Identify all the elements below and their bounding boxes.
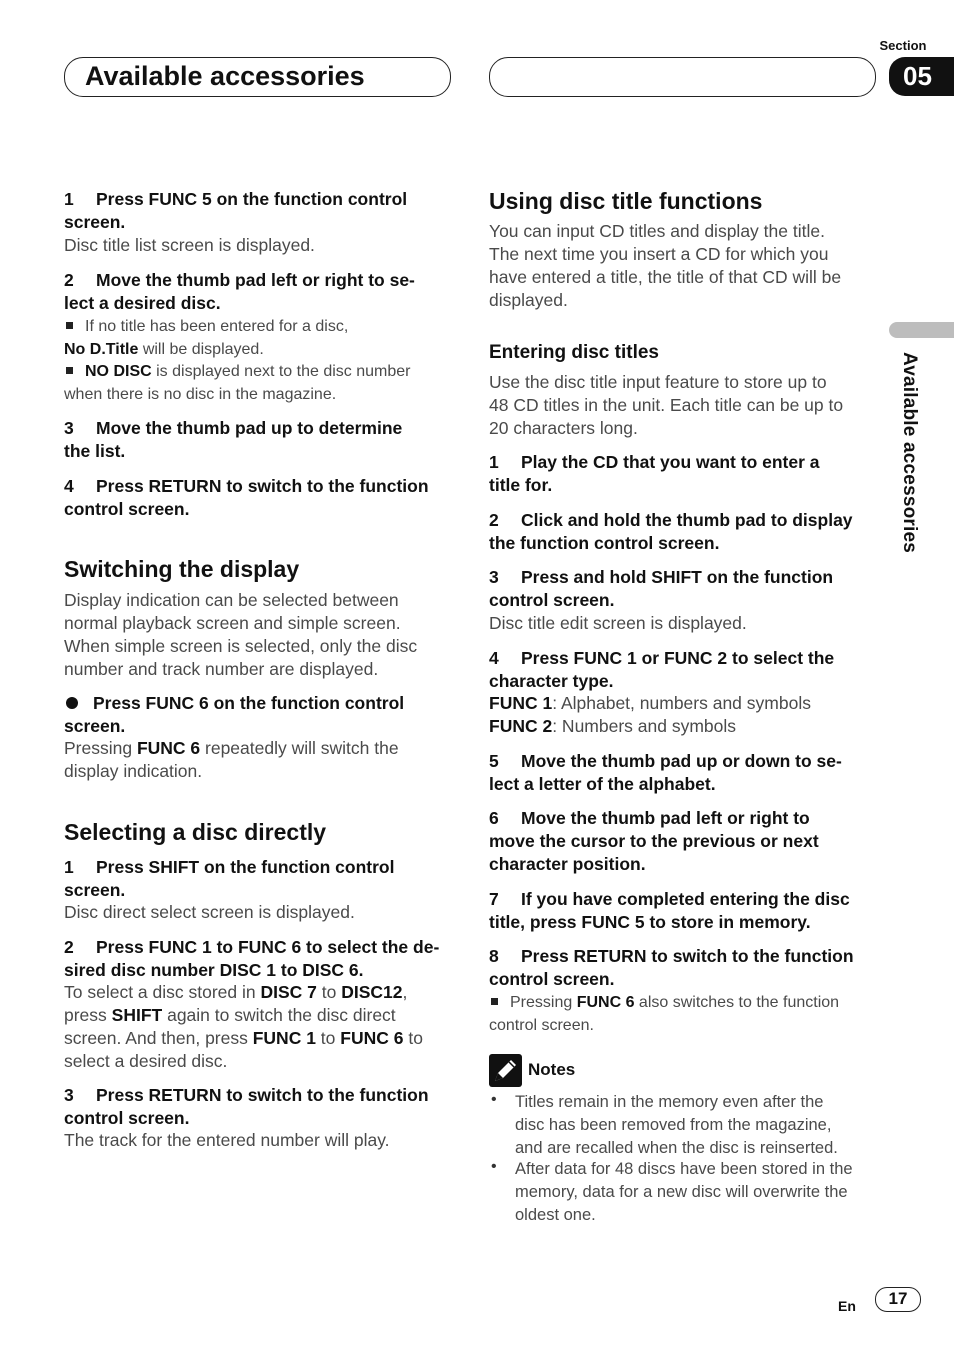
- header-title-frame: [64, 57, 451, 97]
- circle-bullet-icon: [66, 697, 78, 709]
- note-no-title: If no title has been entered for a disc, No D.Title will be displayed.: [64, 318, 349, 358]
- step-enter-6: 6 Move the thumb pad left or right to move the cursor to the previous or next character position.: [489, 808, 819, 874]
- heading-switching-display: Switching the display: [64, 556, 300, 582]
- step-select-3: 3 Press RETURN to switch to the function control screen.: [64, 1085, 429, 1128]
- step-result: Disc title edit screen is displayed.: [489, 613, 747, 633]
- side-chapter-label: Available accessories: [899, 352, 920, 554]
- step-select-2: 2 Press FUNC 1 to FUNC 6 to select the de- sired disc number DISC 1 to DISC 6.: [64, 937, 440, 980]
- notes-pencil-icon: [489, 1054, 522, 1087]
- step-title-list-2: 2 Move the thumb pad left or right to se- lect a desired disc.: [64, 270, 415, 313]
- step-enter-1: 1 Play the CD that you want to enter a title for.: [489, 452, 820, 495]
- header-right-frame: [489, 57, 876, 97]
- note-func6: Pressing FUNC 6 also switches to the function control screen.: [489, 994, 840, 1034]
- note-no-disc: NO DISC is displayed next to the disc number when there is no disc in the magazine.: [64, 363, 411, 403]
- side-tab-marker: [889, 322, 954, 338]
- step-enter-7: 7 If you have completed entering the disc title, press FUNC 5 to store in memory.: [489, 889, 850, 932]
- heading-selecting-disc: Selecting a disc directly: [64, 819, 327, 845]
- step-switching-result: Pressing FUNC 6 repeatedly will switch the display indication.: [64, 738, 399, 781]
- step-enter-2: 2 Click and hold the thumb pad to display the function control screen.: [489, 510, 853, 553]
- step-result: Disc direct select screen is displayed.: [64, 902, 355, 922]
- section-number-badge: 05: [889, 57, 954, 96]
- heading-using-disc-title: Using disc title functions: [489, 188, 763, 214]
- notes-header: [489, 1054, 689, 1090]
- page-number: 17: [875, 1287, 921, 1312]
- step-enter-3: 3 Press and hold SHIFT on the function control screen.: [489, 567, 834, 610]
- square-bullet-icon: [66, 322, 73, 329]
- step-switching: Press FUNC 6 on the function control screen.: [64, 693, 405, 736]
- square-bullet-icon: [66, 367, 73, 374]
- square-bullet-icon: [491, 998, 498, 1005]
- section-label: Section: [879, 38, 927, 53]
- step-enter-4: 4 Press FUNC 1 or FUNC 2 to select the character type.: [489, 648, 835, 691]
- heading-entering-disc-titles: Entering disc titles: [489, 342, 659, 363]
- step-enter-8: 8 Press RETURN to switch to the function control screen.: [489, 946, 854, 989]
- step-enter-5: 5 Move the thumb pad up or down to se- lect a letter of the alphabet.: [489, 751, 842, 794]
- paragraph-entering: Use the disc title input feature to store up to 48 CD titles in the unit. Each title can be up to 20 characters long.: [489, 372, 844, 438]
- step-title-list-3: 3 Move the thumb pad up to determine the list.: [64, 418, 403, 461]
- notes-label: Notes: [528, 1060, 576, 1079]
- step-title-list-1: 1 Press FUNC 5 on the function control screen.: [64, 189, 408, 232]
- step-result: The track for the entered number will play.: [64, 1130, 390, 1150]
- step-select-1: 1 Press SHIFT on the function control screen.: [64, 857, 395, 900]
- language-label: En: [838, 1298, 856, 1314]
- note-item: • After data for 48 discs have been stored in the memory, data for a new disc will overwrite the oldest one.: [491, 1158, 853, 1224]
- paragraph-using: You can input CD titles and display the title. The next time you insert a CD for which you have entered a title, the title of that CD will be displayed.: [489, 221, 842, 310]
- step-result: Disc title list screen is displayed.: [64, 235, 315, 255]
- note-item: • Titles remain in the memory even after the disc has been removed from the magazine, and are recalled when the disc is reinserted.: [491, 1091, 838, 1157]
- page-title: Available accessories: [85, 61, 365, 91]
- character-type-list: FUNC 1: Alphabet, numbers and symbols FUNC 2: Numbers and symbols: [489, 693, 811, 736]
- step-select-2-result: To select a disc stored in DISC 7 to DISC12, press SHIFT again to switch the disc direct screen. And then, press FUNC 1 to FUNC 6 to select a desired disc.: [64, 982, 423, 1071]
- paragraph-switching: Display indication can be selected between normal playback screen and simple screen. When simple screen is selected, only the disc number and track number are displayed.: [64, 590, 418, 679]
- step-title-list-4: 4 Press RETURN to switch to the function control screen.: [64, 476, 429, 519]
